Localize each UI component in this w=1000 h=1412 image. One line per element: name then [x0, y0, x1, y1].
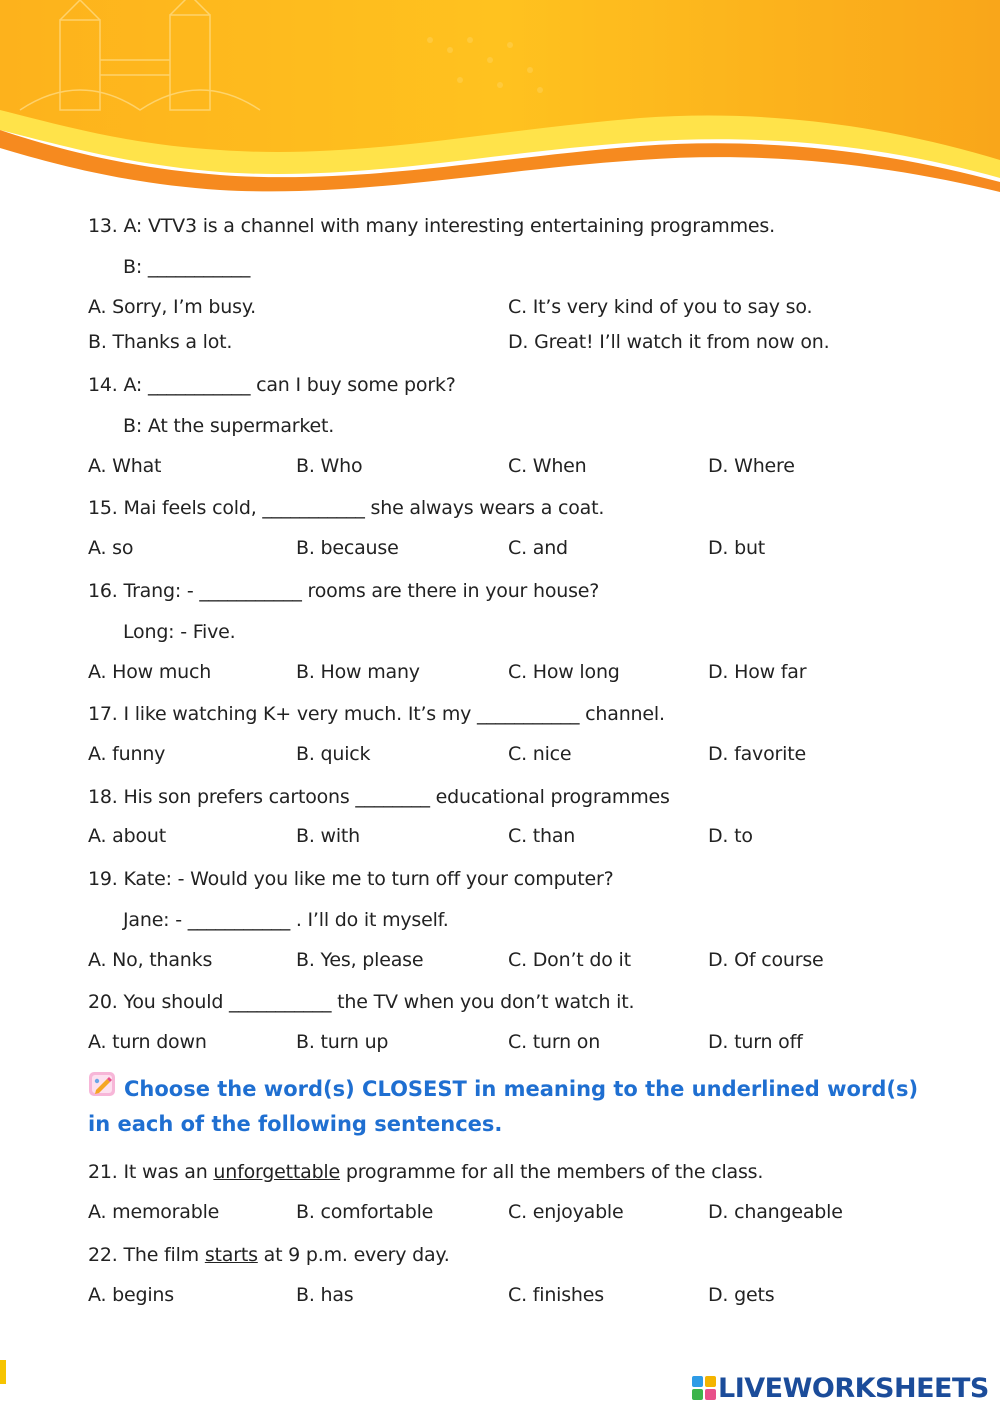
question-19-stem: 19. Kate: - Would you like me to turn off your computer? — [88, 868, 614, 890]
question-22-stem — [88, 1243, 450, 1267]
question-19-reply: Jane: - ___________ . I’ll do it myself. — [123, 909, 449, 931]
question-20-stem: 20. You should ___________ the TV when you don’t watch it. — [88, 991, 635, 1013]
question-21-underlined-word: unforgettable — [213, 1161, 341, 1183]
question-21-option-a[interactable]: A. memorable — [88, 1201, 220, 1223]
question-20-option-d[interactable]: D. turn off — [708, 1031, 803, 1053]
question-18-stem: 18. His son prefers cartoons ________ educational programmes — [88, 786, 670, 808]
question-14-reply: B: At the supermarket. — [123, 415, 335, 437]
question-20-option-a[interactable]: A. turn down — [88, 1031, 207, 1053]
instruction-line-1: Choose the word(s) CLOSEST in meaning to the underlined word(s) — [124, 1077, 919, 1101]
question-19-option-d[interactable]: D. Of course — [708, 949, 824, 971]
question-19-option-c[interactable]: C. Don’t do it — [508, 949, 631, 971]
question-13-stem: 13. A: VTV3 is a channel with many interesting entertaining programmes. — [88, 215, 775, 237]
question-22-option-b[interactable]: B. has — [296, 1284, 354, 1306]
question-14-stem: 14. A: ___________ can I buy some pork? — [88, 374, 456, 396]
question-13-option-c[interactable]: C. It’s very kind of you to say so. — [508, 296, 813, 318]
question-16-reply: Long: - Five. — [123, 621, 236, 643]
question-22-option-d[interactable]: D. gets — [708, 1284, 775, 1306]
question-17-option-c[interactable]: C. nice — [508, 743, 572, 765]
question-21-option-d[interactable]: D. changeable — [708, 1201, 843, 1223]
question-13-reply: B: ___________ — [123, 256, 251, 278]
question-16-option-d[interactable]: D. How far — [708, 661, 807, 683]
question-22-stem-post: at 9 p.m. every day. — [257, 1244, 450, 1266]
question-22-option-a[interactable]: A. begins — [88, 1284, 174, 1306]
question-18-option-b[interactable]: B. with — [296, 825, 361, 847]
question-16-option-a[interactable]: A. How much — [88, 661, 212, 683]
footer-accent-bar — [0, 1360, 6, 1384]
question-14-option-c[interactable]: C. When — [508, 455, 587, 477]
question-19-option-a[interactable]: A. No, thanks — [88, 949, 213, 971]
question-21-option-b[interactable]: B. comfortable — [296, 1201, 434, 1223]
question-16-stem: 16. Trang: - ___________ rooms are there in your house? — [88, 580, 600, 602]
question-14-option-d[interactable]: D. Where — [708, 455, 795, 477]
question-17-option-d[interactable]: D. favorite — [708, 743, 806, 765]
question-16-option-c[interactable]: C. How long — [508, 661, 620, 683]
question-13-option-b[interactable]: B. Thanks a lot. — [88, 331, 233, 353]
liveworksheets-logo-icon — [692, 1376, 716, 1400]
question-22-underlined-word: starts — [204, 1244, 258, 1266]
question-17-option-a[interactable]: A. funny — [88, 743, 166, 765]
question-21-stem — [88, 1160, 763, 1184]
question-21-stem-pre: 21. It was an — [88, 1161, 214, 1183]
question-17-stem: 17. I like watching K+ very much. It’s my ___________ channel. — [88, 703, 665, 725]
question-14-option-b[interactable]: B. Who — [296, 455, 363, 477]
question-20-option-c[interactable]: C. turn on — [508, 1031, 601, 1053]
question-14-option-a[interactable]: A. What — [88, 455, 162, 477]
question-16-option-b[interactable]: B. How many — [296, 661, 420, 683]
question-15-option-a[interactable]: A. so — [88, 537, 134, 559]
question-22-stem-pre: 22. The film — [88, 1244, 205, 1266]
instruction-line-2: in each of the following sentences. — [88, 1112, 503, 1136]
question-15-stem: 15. Mai feels cold, ___________ she always wears a coat. — [88, 497, 605, 519]
question-15-option-d[interactable]: D. but — [708, 537, 766, 559]
question-18-option-c[interactable]: C. than — [508, 825, 576, 847]
question-20-option-b[interactable]: B. turn up — [296, 1031, 389, 1053]
question-18-option-d[interactable]: D. to — [708, 825, 753, 847]
liveworksheets-brand[interactable] — [692, 1370, 989, 1406]
question-18-option-a[interactable]: A. about — [88, 825, 166, 847]
question-22-option-c[interactable]: C. finishes — [508, 1284, 604, 1306]
question-21-option-c[interactable]: C. enjoyable — [508, 1201, 624, 1223]
question-17-option-b[interactable]: B. quick — [296, 743, 371, 765]
question-21-stem-post: programme for all the members of the class. — [340, 1161, 764, 1183]
brand-name: LIVEWORKSHEETS — [718, 1372, 989, 1404]
question-15-option-c[interactable]: C. and — [508, 537, 568, 559]
header-banner — [0, 0, 1000, 200]
question-13-option-d[interactable]: D. Great! I’ll watch it from now on. — [508, 331, 830, 353]
question-13-option-a[interactable]: A. Sorry, I’m busy. — [88, 296, 257, 318]
question-19-option-b[interactable]: B. Yes, please — [296, 949, 424, 971]
question-15-option-b[interactable]: B. because — [296, 537, 399, 559]
